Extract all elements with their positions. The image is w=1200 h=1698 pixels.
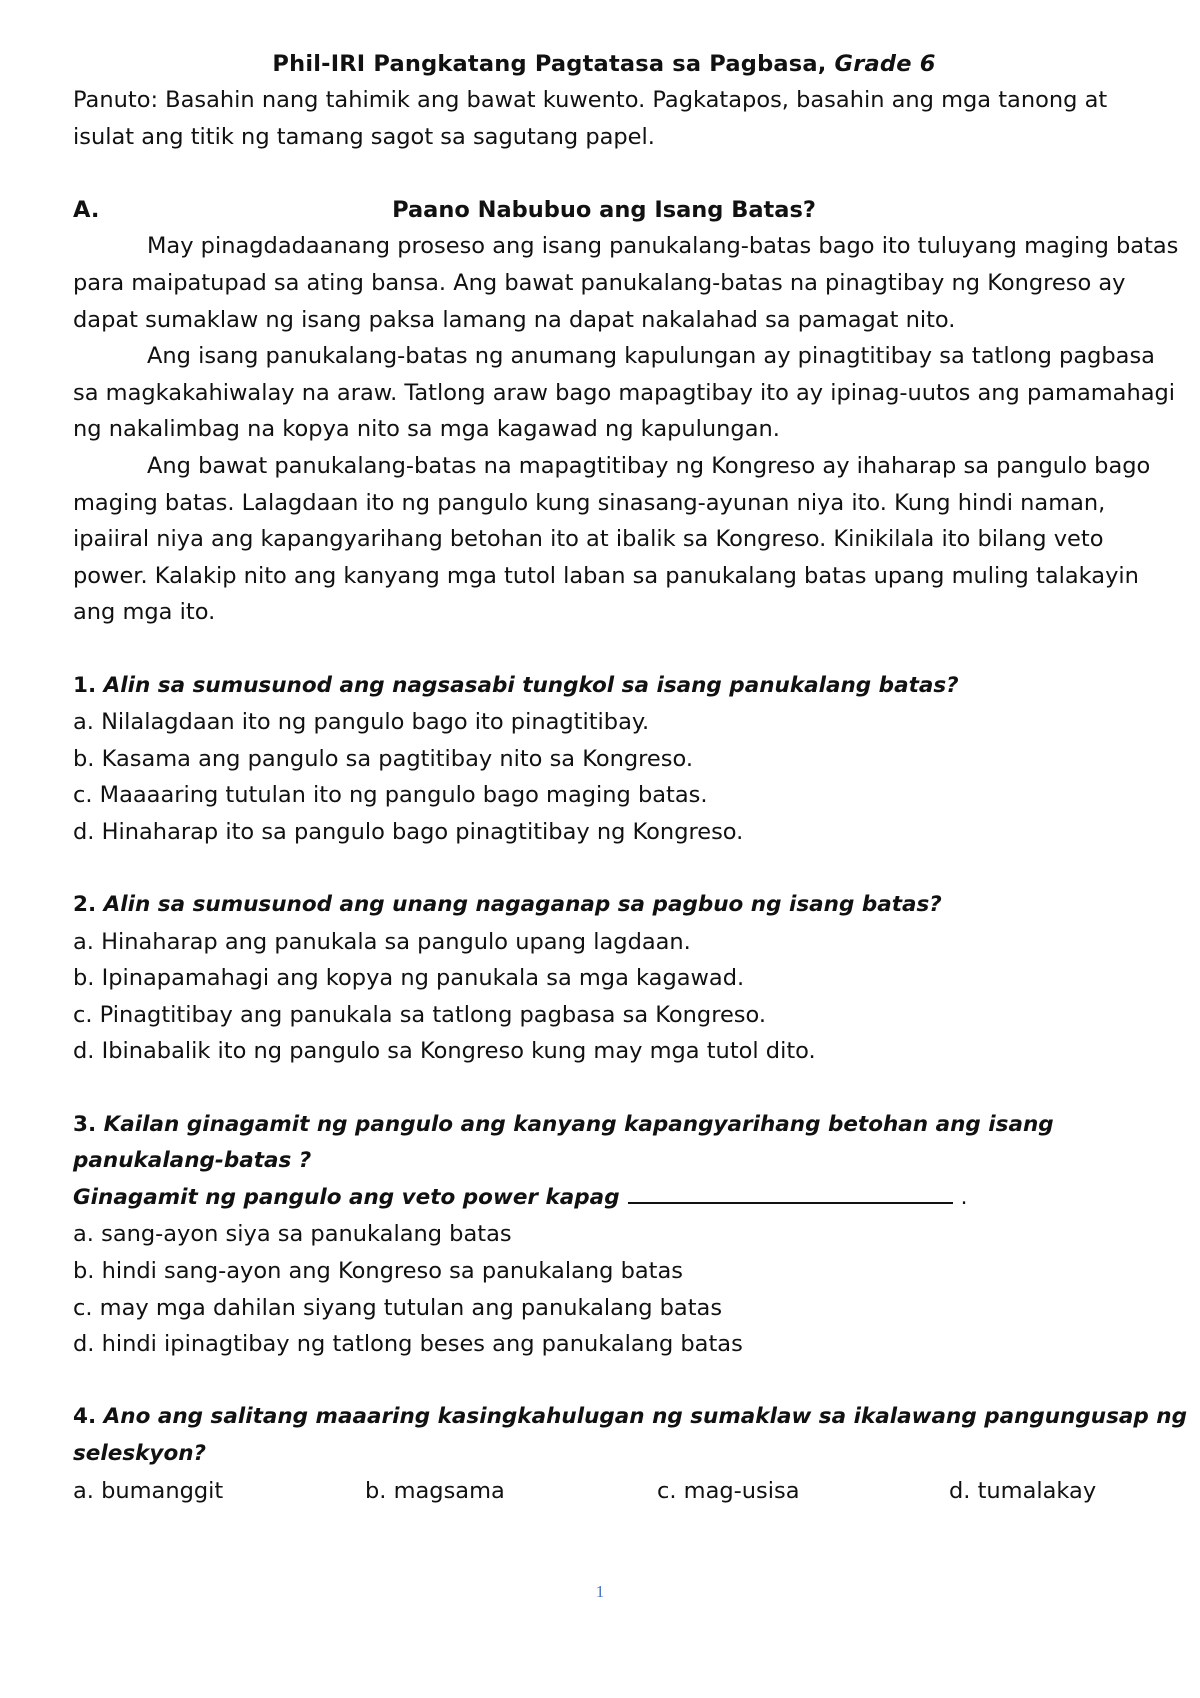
question-2-option: a. Hinaharap ang panukala sa pangulo upang lagdaan.: [73, 928, 691, 955]
answer-blank-line: [628, 1180, 953, 1204]
section-letter: A.: [73, 196, 100, 223]
document-page: [73, 46, 1187, 1509]
question-4: 4. Ano ang salitang maaaring kasingkahulugan ng sumaklaw sa ikalawang pangungusap ng: [73, 1404, 1187, 1430]
question-4-continued: seleskyon?: [73, 1440, 206, 1466]
question-4-options: [73, 1473, 1135, 1510]
document-title: Phil-IRI Pangkatang Pagtatasa sa Pagbasa, Grade 6: [272, 51, 936, 77]
question-1-option: d. Hinaharap ito sa pangulo bago pinagtitibay ng Kongreso.: [73, 818, 744, 845]
grade-label: Grade 6: [834, 51, 936, 77]
passage-line: Ang bawat panukalang-batas na mapagtitibay ng Kongreso ay ihaharap sa pangulo bago: [147, 452, 1151, 479]
passage-line: ng nakalimbag na kopya nito sa mga kagawad ng kapulungan.: [73, 416, 780, 443]
question-4-option: d. tumalakay: [949, 1477, 1097, 1504]
passage-line: maging batas. Lalagdaan ito ng pangulo kung sinasang-ayunan niya ito. Kung hindi naman,: [73, 489, 1106, 516]
section-title: Paano Nabubuo ang Isang Batas?: [392, 196, 816, 223]
question-1-option: b. Kasama ang pangulo sa pagtitibay nito sa Kongreso.: [73, 745, 694, 772]
question-2-option: d. Ibinabalik ito ng pangulo sa Kongreso kung may mga tutol dito.: [73, 1038, 816, 1065]
question-1-option: a. Nilalagdaan ito ng pangulo bago ito pinagtitibay.: [73, 709, 650, 736]
question-2: 2. Alin sa sumusunod ang unang nagaganap sa pagbuo ng isang batas?: [73, 892, 942, 918]
question-1-option: c. Maaaaring tutulan ito ng pangulo bago maging batas.: [73, 782, 708, 809]
passage-line: ang mga ito.: [73, 599, 216, 626]
question-3-option: d. hindi ipinagtibay ng tatlong beses ang panukalang batas: [73, 1331, 743, 1358]
question-2-option: b. Ipinapamahagi ang kopya ng panukala sa mga kagawad.: [73, 965, 745, 992]
instructions-line-2: isulat ang titik ng tamang sagot sa sagutang papel.: [73, 123, 655, 150]
question-4-option: a. bumanggit: [73, 1477, 224, 1504]
question-3-option: c. may mga dahilan siyang tutulan ang panukalang batas: [73, 1294, 723, 1321]
question-3: 3. Kailan ginagamit ng pangulo ang kanyang kapangyarihang betohan ang isang: [73, 1111, 1054, 1137]
page-number: 1: [595, 1582, 605, 1601]
question-3-option: a. sang-ayon siya sa panukalang batas: [73, 1221, 512, 1248]
passage-line: dapat sumaklaw ng isang paksa lamang na dapat nakalahad sa pamagat nito.: [73, 306, 956, 333]
section-heading: [73, 192, 1135, 229]
passage-line: sa magkakahiwalay na araw. Tatlong araw bago mapagtibay ito ay ipinag-uutos ang pamamahagi: [73, 379, 1176, 406]
question-4-option: b. magsama: [365, 1477, 505, 1504]
passage-line: para maipatupad sa ating bansa. Ang bawat panukalang-batas na pinagtibay ng Kongreso ay: [73, 269, 1126, 296]
question-3-option: b. hindi sang-ayon ang Kongreso sa panukalang batas: [73, 1258, 683, 1284]
question-4-option: c. mag-usisa: [657, 1477, 800, 1504]
question-1: 1. Alin sa sumusunod ang nagsasabi tungkol sa isang panukalang batas?: [73, 672, 959, 698]
passage-line: power. Kalakip nito ang kanyang mga tutol laban sa panukalang batas upang muling talakayin: [73, 562, 1139, 589]
instructions-line-1: Panuto: Basahin nang tahimik ang bawat kuwento. Pagkatapos, basahin ang mga tanong at: [73, 87, 1108, 113]
passage: [73, 228, 1179, 631]
passage-line: Ang isang panukalang-batas ng anumang kapulungan ay pinagtitibay sa tatlong pagbasa: [147, 343, 1155, 370]
question-3-prompt: Ginagamit ng pangulo ang veto power kapag .: [73, 1180, 1135, 1217]
passage-line: May pinagdadaanang proseso ang isang panukalang-batas bago ito tuluyang maging batas: [147, 233, 1179, 260]
question-3-continued: panukalang-batas ?: [73, 1148, 312, 1174]
question-2-option: c. Pinagtitibay ang panukala sa tatlong pagbasa sa Kongreso.: [73, 1001, 767, 1028]
passage-line: ipaiiral niya ang kapangyarihang betohan ito at ibalik sa Kongreso. Kinikilala ito bilang veto: [73, 526, 1104, 553]
